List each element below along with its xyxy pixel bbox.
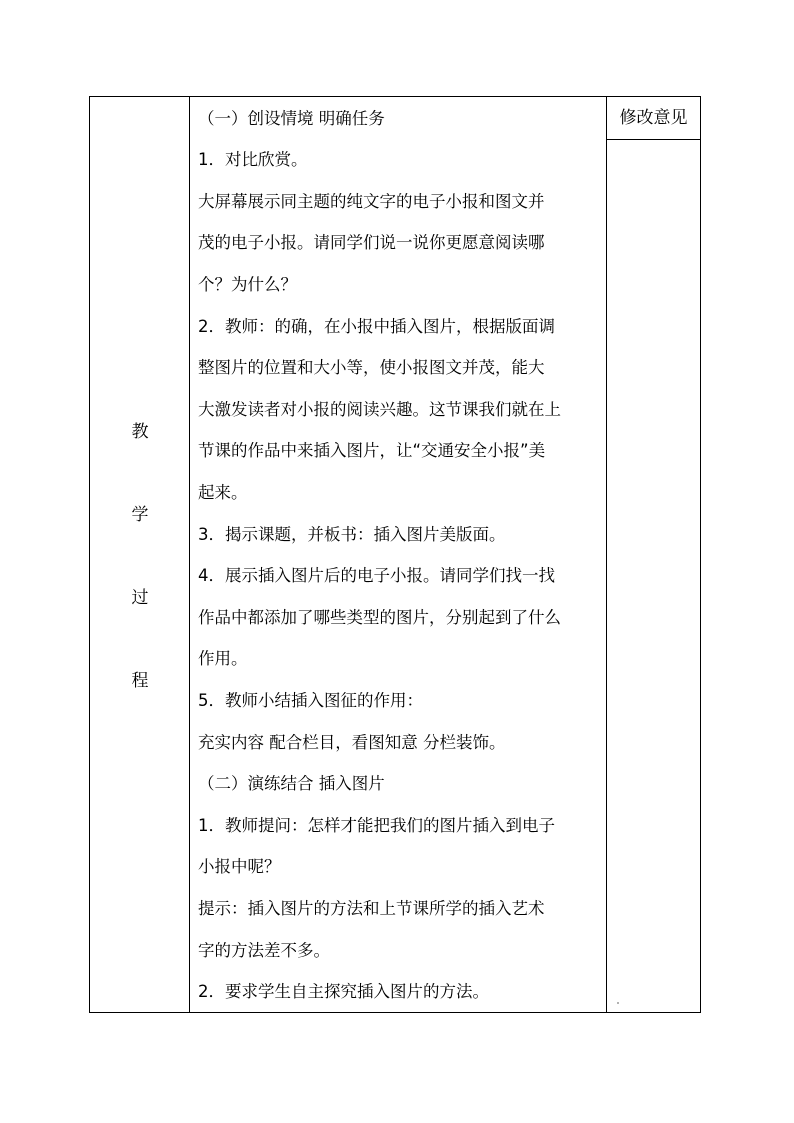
content-line-19: 小报中呢？: [198, 857, 281, 876]
content-line-12: 4．展示插入图片后的电子小报。请同学们找一找: [198, 566, 555, 585]
section-label-column: [90, 97, 190, 1012]
revision-notes-column: [607, 97, 700, 1012]
content-line-21: 字的方法差不多。: [198, 941, 330, 960]
stray-mark: [617, 1002, 619, 1004]
content-line-16: 充实内容 配合栏目，看图知意 分栏装饰。: [198, 733, 506, 752]
content-line-15: 5．教师小结插入图征的作用：: [198, 691, 423, 710]
content-line-14: 作用。: [198, 649, 248, 668]
content-line-8: 大激发读者对小报的阅读兴趣。这节课我们就在上: [198, 400, 561, 419]
teaching-process-content: [190, 97, 607, 1012]
content-line-1: （一）创设情境 明确任务: [198, 109, 385, 128]
content-line-18: 1．教师提问：怎样才能把我们的图片插入到电子: [198, 816, 555, 835]
section-label-char-2: 学: [131, 505, 149, 525]
content-line-4: 茂的电子小报。请同学们说一说你更愿意阅读哪: [198, 233, 545, 252]
content-line-7: 整图片的位置和大小等，使小报图文并茂，能大: [198, 358, 545, 377]
content-line-20: 提示：插入图片的方法和上节课所学的插入艺术: [198, 899, 545, 918]
section-label-char-4: 程: [131, 671, 149, 691]
content-line-9: 节课的作品中来插入图片，让“交通安全小报”美: [198, 441, 546, 460]
content-line-17: （二）演练结合 插入图片: [198, 774, 385, 793]
content-line-10: 起来。: [198, 483, 248, 502]
content-line-2: 1．对比欣赏。: [198, 150, 308, 169]
revision-notes-header: 修改意见: [607, 97, 700, 140]
content-line-3: 大屏幕展示同主题的纯文字的电子小报和图文并: [198, 192, 545, 211]
section-label-char-3: 过: [131, 588, 149, 608]
lesson-table: [89, 96, 701, 1013]
content-line-22: 2．要求学生自主探究插入图片的方法。: [198, 982, 489, 1001]
content-line-6: 2．教师：的确，在小报中插入图片，根据版面调: [198, 317, 555, 336]
content-line-11: 3．揭示课题，并板书：插入图片美版面。: [198, 525, 506, 544]
section-label-char-1: 教: [131, 422, 149, 442]
content-line-13: 作品中都添加了哪些类型的图片，分别起到了什么: [198, 608, 561, 627]
content-line-5: 个？为什么？: [198, 275, 297, 294]
